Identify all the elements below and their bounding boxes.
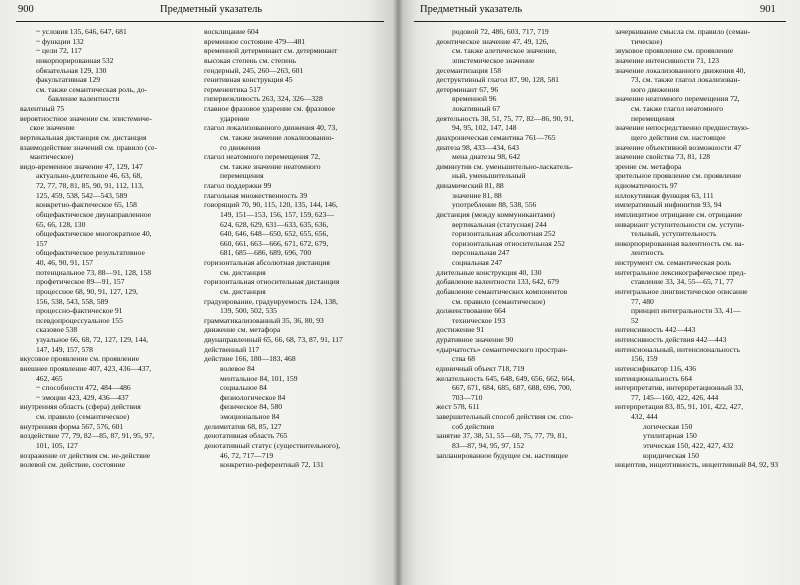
index-entry: 667, 671, 684, 685, 687, 688, 696, 700, xyxy=(452,383,572,393)
index-entry: интенсивность действия 442—443 xyxy=(615,335,727,344)
index-entry: единичный объект 718, 719 xyxy=(436,363,525,373)
index-entry: гипервежливость 263, 324, 326—328 xyxy=(204,94,323,104)
index-entry: процессно-фактическое 91 xyxy=(36,306,123,316)
index-entry: интерпретация 83, 85, 91, 101, 422, 427, xyxy=(615,402,743,412)
index-entry: перемещения xyxy=(631,113,675,123)
index-entry: движение см. метафора xyxy=(204,325,281,335)
right-page-number: 901 xyxy=(760,4,776,15)
left-page xyxy=(0,0,398,585)
index-entry: принцип интегральности 33, 41— xyxy=(631,306,741,316)
index-entry: инкорпорированная валентность см. ва- xyxy=(615,238,745,248)
left-column-2 xyxy=(204,27,388,470)
index-entry: главное фразовое ударение см. фразовое xyxy=(204,104,335,113)
index-entry: 432, 444 xyxy=(631,412,658,421)
index-entry: горизонтальная относительная 252 xyxy=(452,238,565,248)
index-entry: воздействие 77, 79, 82—85, 87, 91, 95, 97, xyxy=(20,431,155,441)
index-entry: 65, 66, 128, 130 xyxy=(36,219,86,229)
index-entry: долженствование 664 xyxy=(436,306,506,316)
index-entry: глагол поддержки 99 xyxy=(204,181,272,190)
index-entry: 156, 538, 543, 558, 589 xyxy=(36,296,109,306)
index-entry: деструктивный глагол 87, 90, 128, 581 xyxy=(436,75,559,85)
index-entry: инцептив, инцептивность, инцептивный 84, 92, 93 xyxy=(615,460,779,470)
index-entry: 72, 77, 78, 81, 85, 90, 91, 112, 113, xyxy=(36,181,144,190)
index-entry: градуирование, градуируемость 124, 138, xyxy=(204,296,338,306)
index-entry: см. также значение неатомного xyxy=(220,161,321,171)
index-entry: интенсификатор 116, 436 xyxy=(615,363,697,373)
index-entry: добавление валентности 133, 642, 679 xyxy=(436,277,559,287)
index-entry: дуративное значение 90 xyxy=(436,335,514,344)
index-entry: ~ способности 472, 484—486 xyxy=(36,383,131,393)
index-entry: актуально-длительное 46, 63, 68, xyxy=(36,171,143,181)
index-entry: конкретно-референтный 72, 131 xyxy=(220,460,324,470)
index-entry: значение неатомного перемещения 72, xyxy=(615,94,740,104)
index-entry: дистанция (между коммуникантами) xyxy=(436,209,555,219)
index-entry: значение интенсивности 71, 123 xyxy=(615,55,720,65)
index-entry: узуальное 66, 68, 72, 127, 129, 144, xyxy=(36,335,149,344)
index-entry: см. правило (семантическое) xyxy=(452,296,546,306)
index-entry: иллокутивная функция 63, 111 xyxy=(615,190,714,200)
index-entry: псевдопроцессуальное 155 xyxy=(36,315,123,325)
index-entry: инвариант уступительности см. уступи- xyxy=(615,219,745,229)
index-entry: значение 81, 88 xyxy=(452,190,502,200)
index-entry: двунаправленный 65, 66, 68, 73, 87, 91, 117 xyxy=(204,335,343,344)
right-column-2 xyxy=(615,27,797,470)
index-entry: зрение см. метафора xyxy=(615,161,682,171)
index-entry: занятие 37, 38, 51, 55—68, 75, 77, 79, 81, xyxy=(436,431,567,441)
index-entry: деонтическое значение 47, 49, 126, xyxy=(436,36,549,46)
right-page xyxy=(398,0,800,585)
index-entry: значение локализованного движения 40, xyxy=(615,65,746,75)
index-entry: грамматикализованный 35, 36, 80, 93 xyxy=(204,315,324,325)
index-entry: интерпретатив, интерпретационный 33, xyxy=(615,383,744,393)
index-entry: внутренняя область (сфера) действия xyxy=(20,402,141,412)
index-entry: 83—87, 94, 95, 97, 152 xyxy=(452,440,525,450)
index-entry: внешнее проявление 407, 423, 436—437, xyxy=(20,363,152,373)
index-entry: денотативная область 765 xyxy=(204,431,288,441)
right-header-rule xyxy=(414,21,786,22)
left-column-1 xyxy=(20,27,203,470)
index-entry: утилитарная 150 xyxy=(643,431,697,441)
index-entry: лентность xyxy=(631,248,664,258)
index-entry: взаимодействие значений см. правило (се- xyxy=(20,142,157,152)
index-entry: логическая 150 xyxy=(643,421,693,431)
index-entry: см. дистанция xyxy=(220,286,266,296)
index-entry: персональная 247 xyxy=(452,248,510,258)
index-entry: 157 xyxy=(36,238,48,248)
index-entry: горизонтальная абсолютная 252 xyxy=(452,229,556,239)
index-entry: эмоциональное 84 xyxy=(220,412,280,421)
index-entry: 139, 500, 502, 535 xyxy=(220,306,277,316)
index-entry: 77, 145—160, 422, 426, 444 xyxy=(631,392,719,402)
index-entry: 40, 46, 90, 91, 157 xyxy=(36,258,93,267)
index-entry: общефактическое двунаправленное xyxy=(36,209,152,219)
index-entry: социальная 247 xyxy=(452,258,503,267)
index-entry: общефактическое многократное 40, xyxy=(36,229,152,239)
index-entry: юридическая 150 xyxy=(643,450,699,460)
index-entry: деятельность 38, 51, 75, 77, 82—86, 90, 91, xyxy=(436,113,574,123)
index-entry: временное состояние 479—481 xyxy=(204,36,306,46)
index-entry: инкорпорированная 532 xyxy=(36,55,114,65)
index-entry: общефактическое результативное xyxy=(36,248,145,258)
index-entry: 94, 95, 102, 147, 148 xyxy=(452,123,517,133)
index-entry: щего действия см. настоящее xyxy=(631,132,726,142)
index-entry: значение непосредственно предшествую- xyxy=(615,123,750,133)
index-entry: соб действия xyxy=(452,421,495,431)
index-entry: ~ условия 135, 646, 647, 681 xyxy=(36,27,127,36)
index-entry: длительные конструкция 40, 130 xyxy=(436,267,542,277)
index-entry: 156, 159 xyxy=(631,354,658,364)
index-entry: достижение 91 xyxy=(436,325,485,335)
index-entry: значение объективной возможности 47 xyxy=(615,142,742,152)
index-entry: ставление 33, 34, 55—65, 71, 77 xyxy=(631,277,734,287)
index-entry: вероятностное значение см. эпистемиче- xyxy=(20,113,152,123)
index-entry: см. также алетическое значение, xyxy=(452,46,557,56)
index-entry: глагольная множественность 39 xyxy=(204,190,308,200)
index-entry: социальное 84 xyxy=(220,383,267,393)
index-entry: денотативный статус (существительного), xyxy=(204,440,341,450)
book-gutter xyxy=(393,0,403,585)
index-entry: восклицание 604 xyxy=(204,27,259,36)
index-entry: процессное 68, 90, 91, 127, 129, xyxy=(36,286,138,296)
index-entry: тельный, уступительность xyxy=(631,229,717,239)
index-entry: говорящий 70, 90, 115, 120, 135, 144, 146, xyxy=(204,200,338,210)
index-entry: ударение xyxy=(220,113,250,123)
index-entry: видо-временное значение 47, 129, 147 xyxy=(20,161,143,171)
index-entry: ментальное 84, 101, 159 xyxy=(220,373,298,383)
index-entry: тическое) xyxy=(631,36,663,46)
index-entry: 101, 105, 127 xyxy=(36,440,78,450)
index-entry: волевое 84 xyxy=(220,363,255,373)
index-entry: завершительный способ действия см. спо- xyxy=(436,412,574,421)
index-entry: глагол локализованного движения 40, 73, xyxy=(204,123,338,133)
index-entry: запланированное будущее см. настоящее xyxy=(436,450,569,460)
index-entry: 46, 72, 717—719 xyxy=(220,450,274,460)
index-entry: жест 578, 611 xyxy=(436,402,480,412)
index-entry: см. правило (семантическое) xyxy=(36,412,130,421)
index-entry: факультативная 129 xyxy=(36,75,101,85)
index-entry: мантическое) xyxy=(30,152,74,162)
index-entry: динамический 81, 88 xyxy=(436,181,504,190)
index-entry: вертикальная (статусная) 244 xyxy=(452,219,547,229)
index-entry: валентный 75 xyxy=(20,104,65,113)
index-entry: ~ функции 132 xyxy=(36,36,84,46)
index-entry: временной детерминант см. детерминант xyxy=(204,46,338,56)
index-entry: высокая степень см. степень xyxy=(204,55,297,65)
index-entry: сказовое 538 xyxy=(36,325,78,335)
index-entry: зачеркивание смысла см. правило (семан- xyxy=(615,27,751,36)
index-entry: идиоматичность 97 xyxy=(615,181,678,190)
index-entry: см. также глагол неатомного xyxy=(631,104,724,113)
index-entry: ный, уменьшительный xyxy=(452,171,526,181)
index-entry: «дырчатость» семантического простран- xyxy=(436,344,568,354)
index-entry: этическая 150, 422, 427, 432 xyxy=(643,440,734,450)
index-entry: вертикальная дистанция см. дистанция xyxy=(20,132,147,142)
left-header-rule xyxy=(16,21,384,22)
index-entry: возражение от действия см. не-действие xyxy=(20,450,151,460)
index-entry: 77, 480 xyxy=(631,296,654,306)
index-entry: см. также значение локализованно- xyxy=(220,132,335,142)
index-entry: потенциальное 73, 88—91, 128, 158 xyxy=(36,267,152,277)
index-entry: диатеза 98, 433—434, 643 xyxy=(436,142,520,152)
index-entry: горизонтальная абсолютная дистанция xyxy=(204,258,330,267)
index-entry: 73, см. также глагол локализован- xyxy=(631,75,741,85)
index-entry: интегральное лингвистическое описание xyxy=(615,286,748,296)
index-entry: временной 96 xyxy=(452,94,497,104)
index-entry: герменевтика 517 xyxy=(204,84,261,94)
index-entry: действенный 117 xyxy=(204,344,260,354)
index-entry: ~ цели 72, 117 xyxy=(36,46,82,56)
index-entry: перемещения xyxy=(220,171,264,181)
index-entry: желательность 645, 648, 649, 656, 662, 664, xyxy=(436,373,575,383)
left-running-head: Предметный указатель xyxy=(160,4,263,15)
index-entry: гендерный, 245, 260—263, 601 xyxy=(204,65,304,75)
index-entry: физиологическое 84 xyxy=(220,392,286,402)
index-entry: ское значение xyxy=(30,123,75,133)
index-entry: значение свойства 73, 81, 128 xyxy=(615,152,711,162)
index-entry: родовой 72, 486, 603, 717, 719 xyxy=(452,27,549,36)
index-entry: звуковое проявление см. проявление xyxy=(615,46,734,56)
index-entry: интенсиональный, интенсиональность xyxy=(615,344,740,354)
index-entry: имплицитное отрицание см. отрицание xyxy=(615,209,743,219)
index-entry: ного движения xyxy=(631,84,680,94)
index-entry: го движения xyxy=(220,142,261,152)
index-entry: 125, 459, 538, 542—543, 589 xyxy=(36,190,128,200)
index-entry: диминутив см. уменьшительно-ласкатель- xyxy=(436,161,573,171)
index-entry: 681, 685—686, 689, 696, 700 xyxy=(220,248,312,258)
index-entry: детерминант 67, 96 xyxy=(436,84,499,94)
index-entry: эпистемическое значение xyxy=(452,55,535,65)
index-entry: ~ эмоции 423, 429, 436—437 xyxy=(36,392,129,402)
index-entry: 624, 628, 629, 631—633, 635, 636, xyxy=(220,219,329,229)
index-entry: техническое 193 xyxy=(452,315,506,325)
index-entry: интенциональность 664 xyxy=(615,373,693,383)
index-entry: локативный 67 xyxy=(452,104,501,113)
index-entry: десемантизация 158 xyxy=(436,65,502,75)
index-entry: глагол неатомного перемещения 72, xyxy=(204,152,321,162)
index-entry: генитивная конструкция 45 xyxy=(204,75,293,85)
index-entry: бавление валентности xyxy=(48,94,120,104)
index-entry: см. также семантическая роль, до- xyxy=(36,84,148,94)
index-entry: употребление 88, 538, 556 xyxy=(452,200,537,210)
index-entry: зрительное проявление см. проявление xyxy=(615,171,742,181)
left-page-number: 900 xyxy=(18,4,34,15)
right-column-1 xyxy=(436,27,616,460)
index-entry: 462, 465 xyxy=(36,373,63,383)
index-entry: физическое 84, 580 xyxy=(220,402,283,412)
index-entry: 703—710 xyxy=(452,392,483,402)
index-entry: обязательная 129, 130 xyxy=(36,65,107,75)
index-entry: интенсивность 442—443 xyxy=(615,325,696,335)
index-entry: добавление семантических компонентов xyxy=(436,286,568,296)
index-entry: действие 166, 180—183, 468 xyxy=(204,354,296,364)
index-entry: 149, 151—153, 156, 157, 159, 623— xyxy=(220,209,334,219)
index-entry: горизонтальная относительная дистанция xyxy=(204,277,340,287)
index-entry: ства 68 xyxy=(452,354,476,364)
index-entry: инструмент см. семантическая роль xyxy=(615,258,731,267)
index-entry: 52 xyxy=(631,315,639,325)
index-entry: внутренняя форма 567, 576, 601 xyxy=(20,421,124,431)
index-entry: 147, 149, 157, 578 xyxy=(36,344,93,354)
index-entry: см. дистанция xyxy=(220,267,266,277)
index-entry: диахроническая семантика 761—765 xyxy=(436,132,556,142)
index-entry: волевой см. действие, состояние xyxy=(20,460,126,470)
index-entry: делимитатив 68, 85, 127 xyxy=(204,421,282,431)
index-entry: 660, 661, 663—666, 671, 672, 679, xyxy=(220,238,329,248)
right-running-head: Предметный указатель xyxy=(420,4,523,15)
index-entry: мена диатезы 98, 642 xyxy=(452,152,521,162)
index-entry: императивный инфинитив 93, 94 xyxy=(615,200,722,210)
index-entry: 640, 646, 648—650, 652, 655, 656, xyxy=(220,229,329,239)
index-entry: профетическое 89—91, 157 xyxy=(36,277,125,287)
index-entry: вкусовое проявление см. проявление xyxy=(20,354,139,364)
index-entry: конкретно-фактическое 65, 158 xyxy=(36,200,137,210)
index-entry: интегральное лексикографическое пред- xyxy=(615,267,746,277)
